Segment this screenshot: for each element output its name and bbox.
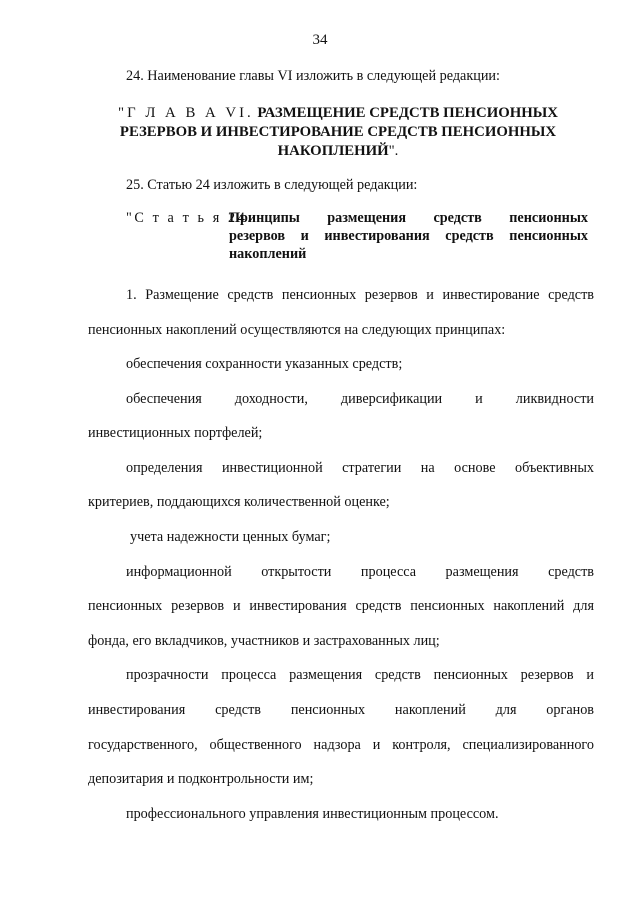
article-title-line-1: Принципы размещения средств пенсионных [229, 210, 588, 226]
paragraph-7-line-1: прозрачности процесса размещения средств пенсионных резервов и [126, 667, 594, 683]
chapter-heading-line-3 [88, 143, 588, 160]
item-24-text: 24. Наименование главы VI изложить в следующей редакции: [126, 68, 500, 84]
paragraph-2: обеспечения сохранности указанных средств; [126, 356, 403, 372]
chapter-heading-line-2: РЕЗЕРВОВ И ИНВЕСТИРОВАНИЕ СРЕДСТВ ПЕНСИОННЫХ [119, 124, 557, 140]
paragraph-7-line-4: депозитария и подконтрольности им; [88, 771, 314, 787]
article-label: "С т а т ь я 24. [126, 210, 254, 226]
paragraph-7-line-3: государственного, общественного надзора и контроля, специализированного [88, 737, 594, 753]
paragraph-3-line-1: обеспечения доходности, диверсификации и ликвидности [126, 391, 594, 407]
paragraph-1-line-2: пенсионных накоплений осуществляются на следующих принципах: [88, 322, 506, 338]
chapter-title-part-1: РАЗМЕЩЕНИЕ СРЕДСТВ ПЕНСИОННЫХ [257, 105, 558, 121]
paragraph-3-line-2: инвестиционных портфелей; [88, 425, 263, 441]
paragraph-8: профессионального управления инвестиционным процессом. [126, 806, 499, 822]
page-number: 34 [312, 32, 328, 48]
paragraph-1-line-1: 1. Размещение средств пенсионных резервов и инвестирование средств [126, 287, 594, 303]
paragraph-6-line-3: фонда, его вкладчиков, участников и застрахованных лиц; [88, 633, 440, 649]
article-title-line-3: накоплений [229, 246, 307, 262]
article-title-line-2: резервов и инвестирования средств пенсионных [229, 228, 588, 244]
paragraph-4-line-2: критериев, поддающихся количественной оценке; [88, 494, 390, 510]
chapter-heading-close-quote: ". [388, 143, 399, 159]
chapter-heading-line-1 [88, 105, 588, 122]
item-25-text: 25. Статью 24 изложить в следующей редакции: [126, 177, 418, 193]
chapter-label: "Г Л А В А VI. [118, 105, 254, 121]
chapter-title-part-3: НАКОПЛЕНИЙ [277, 143, 389, 159]
paragraph-6-line-2: пенсионных резервов и инвестирования средств пенсионных накоплений для [88, 598, 594, 614]
paragraph-4-line-1: определения инвестиционной стратегии на основе объективных [126, 460, 594, 476]
paragraph-6-line-1: информационной открытости процесса размещения средств [126, 564, 594, 580]
paragraph-5: учета надежности ценных бумаг; [130, 529, 331, 545]
paragraph-7-line-2: инвестирования средств пенсионных накоплений для органов [88, 702, 594, 718]
